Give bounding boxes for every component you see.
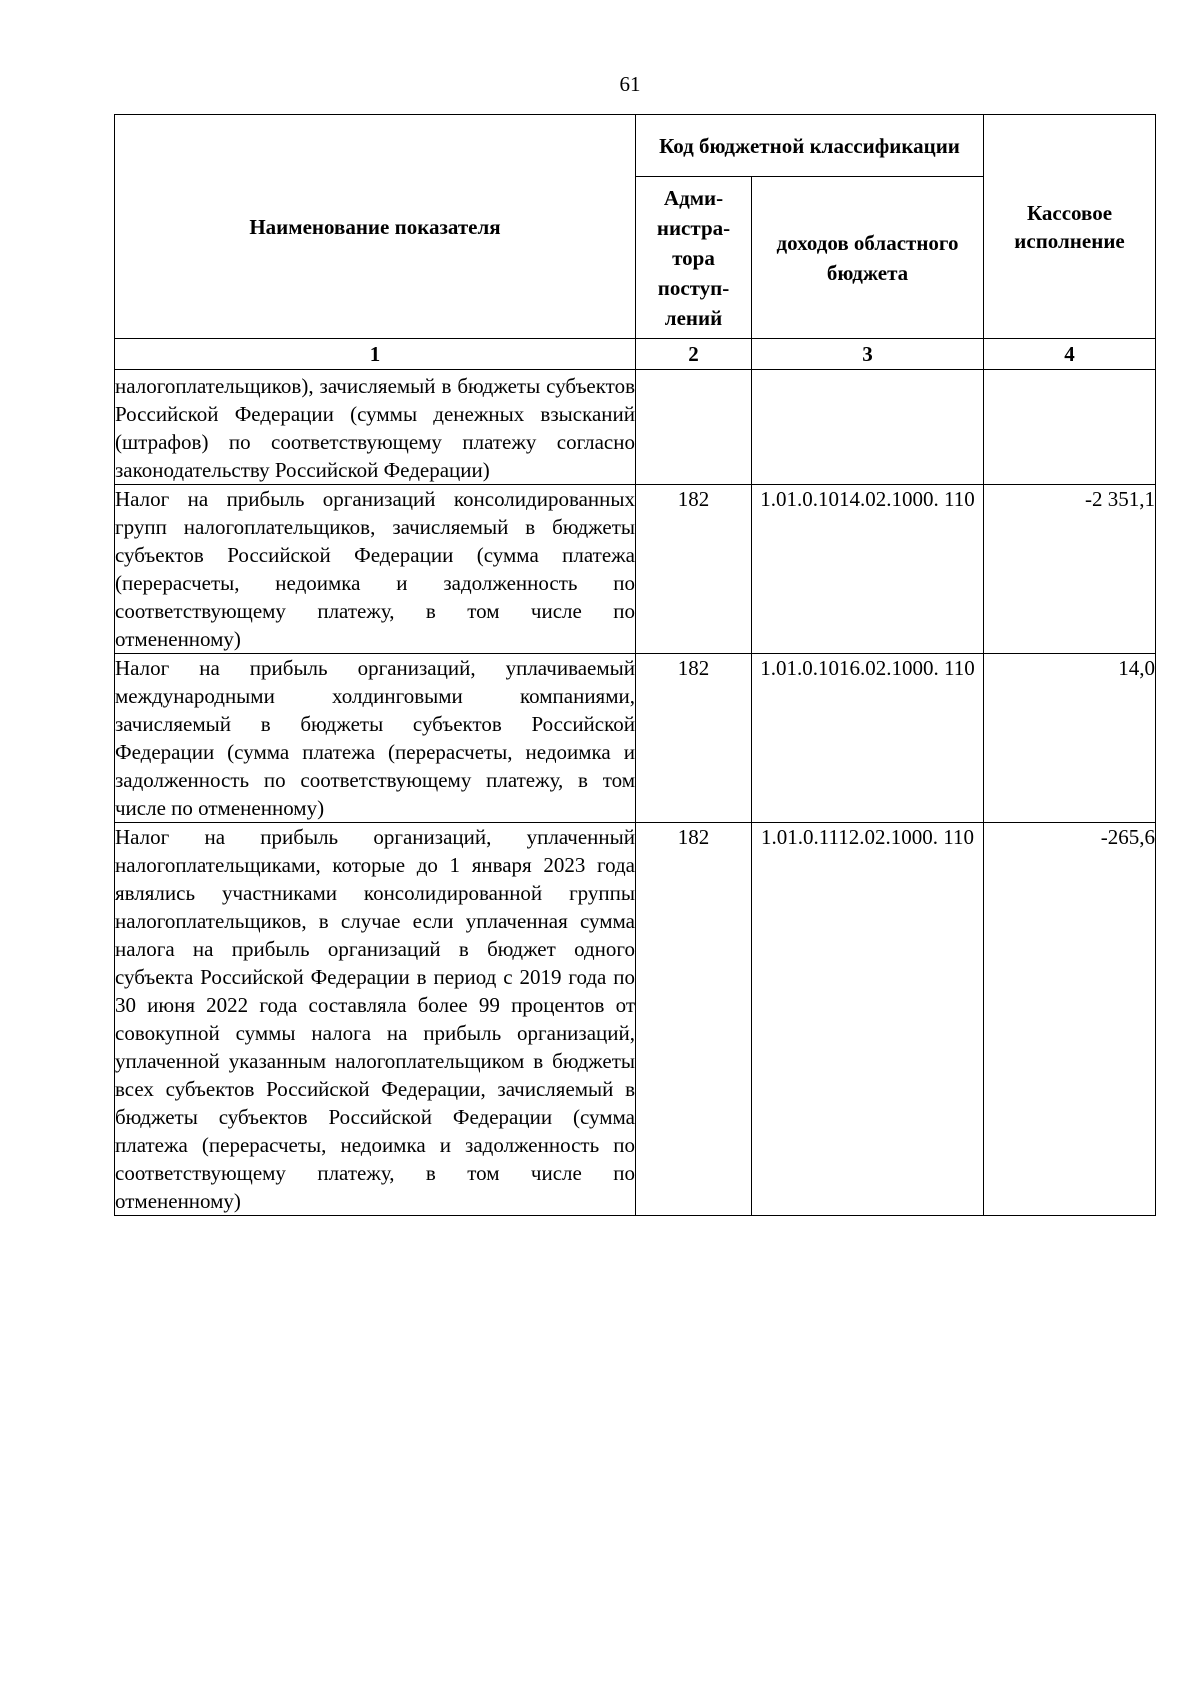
row-name: Налог на прибыль организаций, уплачиваемый международными холдинговыми компаниями, зачисляемый в бюджеты субъектов Российской Федерации (сумма платежа (перерасчеты, недоимка и задолженность по соответствующему платежу, в том числе по отмененному) [115,654,636,823]
header-name: Наименование показателя [115,115,636,339]
row-admin-code: 182 [636,485,752,654]
row-income-code [752,370,984,485]
table-row [115,370,1156,485]
row-amount [984,370,1156,485]
column-number-3: 3 [752,339,984,370]
row-income-code: 1.01.0.1112.02.1000. 110 [752,823,984,1216]
header-execution: Кассовое исполнение [984,115,1156,339]
table-row [115,485,1156,654]
row-name: налогоплательщиков), зачисляемый в бюджеты субъектов Российской Федерации (суммы денежных взысканий (штрафов) по соответствующему платежу согласно законодательству Российской Федерации) [115,370,636,485]
table-row [115,654,1156,823]
column-number-2: 2 [636,339,752,370]
budget-table [114,114,1156,1216]
row-admin-code: 182 [636,654,752,823]
row-admin-code: 182 [636,823,752,1216]
column-number-1: 1 [115,339,636,370]
row-admin-code [636,370,752,485]
row-amount: 14,0 [984,654,1156,823]
table-row [115,823,1156,1216]
header-income: доходов областного бюджета [752,177,984,339]
row-amount: -2 351,1 [984,485,1156,654]
page-number: 61 [619,72,641,96]
row-income-code: 1.01.0.1014.02.1000. 110 [752,485,984,654]
column-number-4: 4 [984,339,1156,370]
row-name: Налог на прибыль организаций, уплаченный налогоплательщиками, которые до 1 января 2023 года являлись участниками консолидированной группы налогоплательщиков, в случае если уплаченная сумма налога на прибыль организаций в бюджет одного субъекта Российской Федерации в период с 2019 года по 30 июня 2022 года составляла более 99 процентов от совокупной суммы налога на прибыль организаций, уплаченной указанным налогоплательщиком в бюджеты всех субъектов Российской Федерации, зачисляемый в бюджеты субъектов Российской Федерации (сумма платежа (перерасчеты, недоимка и задолженность по соответствующему платежу, в том числе по отмененному) [115,823,636,1216]
row-income-code: 1.01.0.1016.02.1000. 110 [752,654,984,823]
row-name: Налог на прибыль организаций консолидированных групп налогоплательщиков, зачисляемый в бюджеты субъектов Российской Федерации (сумма платежа (перерасчеты, недоимка и задолженность по соответствующему платежу, в том числе по отмененному) [115,485,636,654]
row-amount: -265,6 [984,823,1156,1216]
header-admin: Адми-нистра-тора поступ-лений [636,177,752,339]
header-code-group: Код бюджетной классификации [636,115,984,177]
